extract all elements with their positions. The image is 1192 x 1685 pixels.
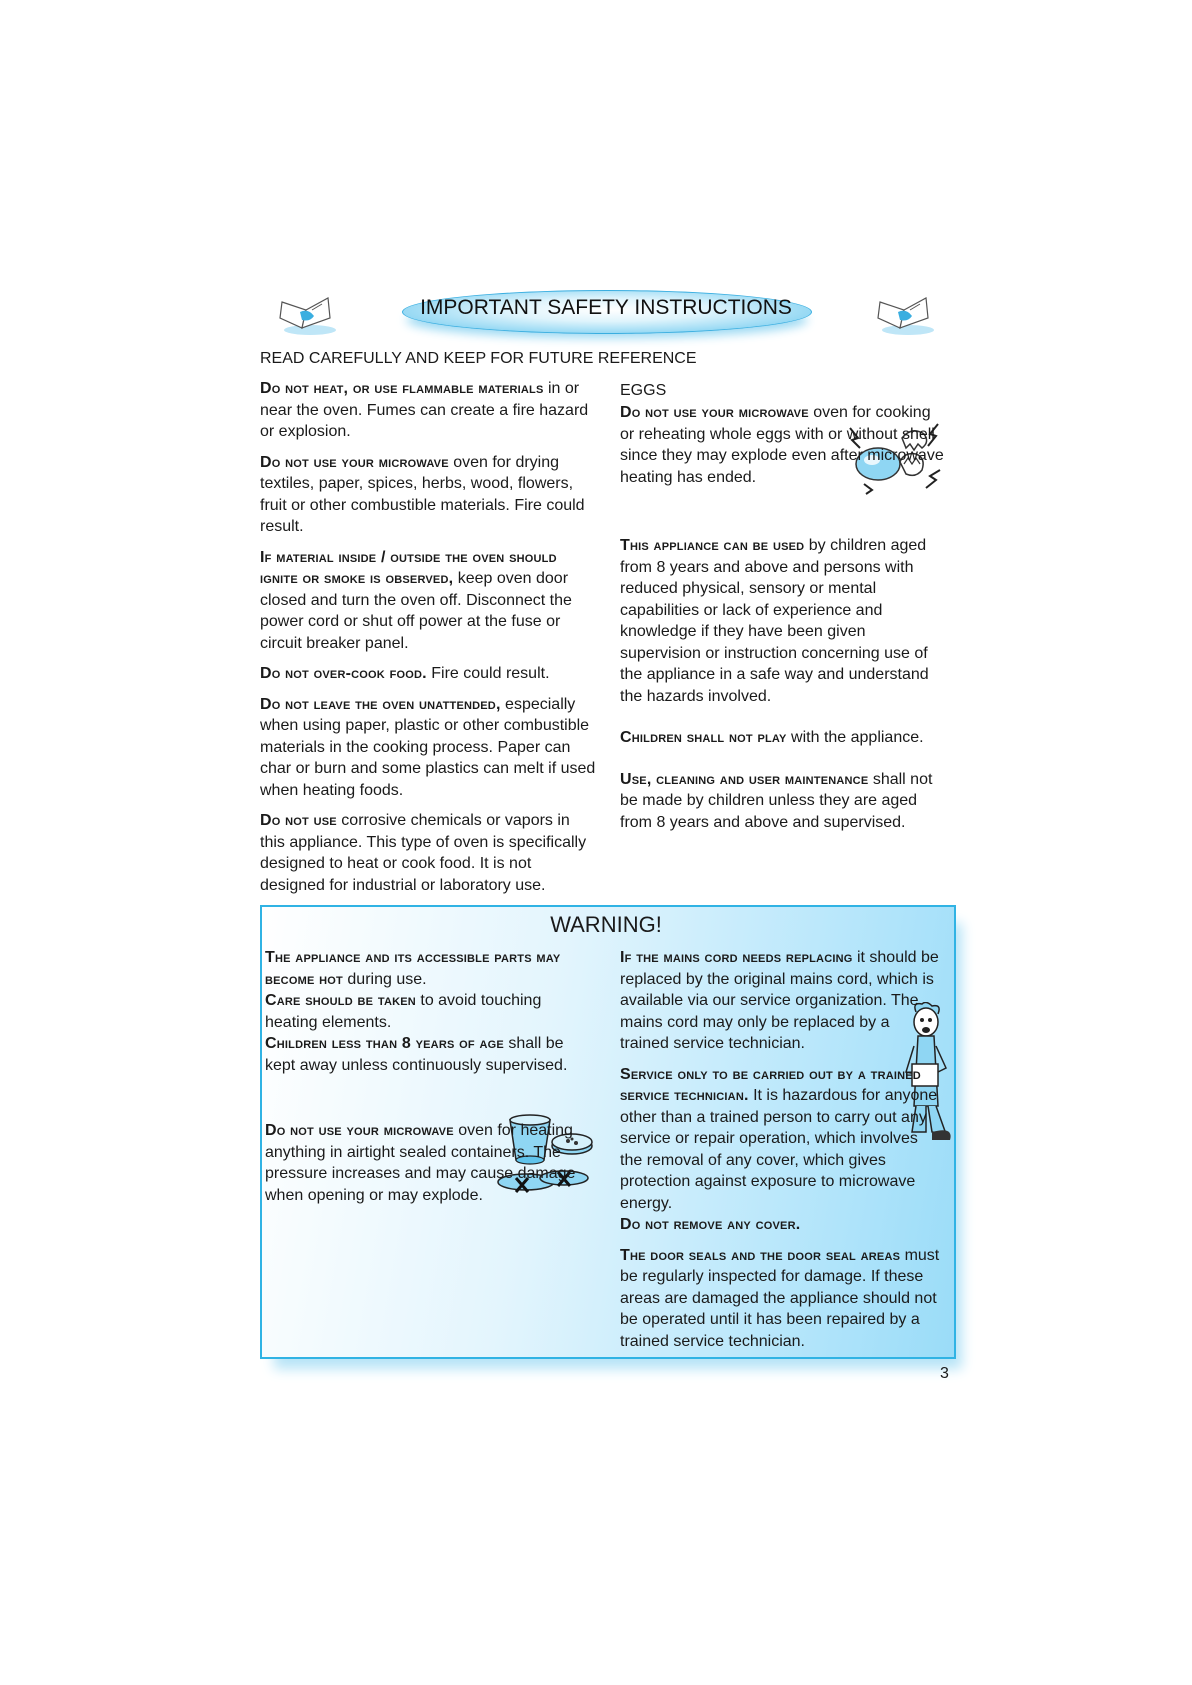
warning-right-column [620, 947, 942, 1352]
page-number: 3 [940, 1365, 949, 1382]
safety-item: If material inside / outside the oven should ignite or smoke is observed, keep oven door closed and turn the oven off. Disconnect the power cord or shut off power at the fuse or circuit breaker panel. [260, 548, 572, 652]
eggs-item: Do not use your microwave oven for cooking or reheating whole eggs with or without shell since they may explode even after microwave heating has ended. [620, 404, 944, 486]
containers-item: Do not use your microwave oven for heating anything in airtight sealed containers. The pressure increases and may cause damage when opening or may explode. [265, 1122, 576, 1204]
safety-item: Do not over-cook food. Fire could result. [260, 665, 550, 682]
safety-item: This appliance can be used by children aged from 8 years and above and persons with reduced physical, sensory or mental capabilities or lack of experience and knowledge if they have been given supervision or instruction concerning use of the appliance in a safe way and understand the hazards involved. [620, 537, 929, 705]
safety-item: Use, cleaning and user maintenance shall not be made by children unless they are aged from 8 years and above and supervised. [620, 770, 933, 831]
warning-item: Do not remove any cover. [620, 1216, 801, 1233]
warning-item: Service only to be carried out by a trained service technician. It is hazardous for anyone other than a trained person to carry out any service or repair operation, which involves the removal of any cover, which gives protection against exposure to microwave energy. [620, 1065, 938, 1212]
right-column [620, 535, 950, 833]
warning-title: WARNING! [550, 912, 662, 937]
safety-item: Children shall not play with the appliance. [620, 729, 924, 746]
book-bird-right-icon [870, 288, 942, 338]
book-bird-left-icon [272, 288, 344, 338]
left-column [260, 378, 596, 896]
subtitle: READ CAREFULLY AND KEEP FOR FUTURE REFERENCE [260, 350, 697, 367]
warning-item: If the mains cord needs replacing it should be replaced by the original mains cord, which is available via our service organization. The mains cord may only be replaced by a trained service technician. [620, 949, 939, 1052]
warning-item: The door seals and the door seal areas must be regularly inspected for damage. If these areas are damaged the appliance should not be operated until it has been repaired by a trained service technician. [620, 1246, 940, 1350]
warning-item: Children less than 8 years of age shall be kept away unless continuously supervised. [265, 1035, 568, 1074]
eggs-heading: EGGS [620, 382, 667, 399]
warning-left-column [265, 947, 595, 1076]
safety-item: Do not use your microwave oven for drying textiles, paper, spices, herbs, wood, flowers, fruit or other combustible materials. Fire could result. [260, 453, 585, 535]
safety-item: Do not use corrosive chemicals or vapors in this appliance. This type of oven is specifically designed to heat or cook food. It is not designed for industrial or laboratory use. [260, 812, 587, 894]
warning-item: The appliance and its accessible parts may become hot during use. [265, 949, 561, 988]
safety-item: Do not heat, or use flammable materials in or near the oven. Fumes can create a fire hazard or explosion. [260, 380, 589, 440]
warning-item: Care should be taken to avoid touching heating elements. [265, 992, 542, 1031]
safety-item: Do not leave the oven unattended, especially when using paper, plastic or other combustible materials in the cooking process. Paper can char or burn and some plastics can melt if used when heating foods. [260, 695, 596, 799]
page-title: IMPORTANT SAFETY INSTRUCTIONS [420, 296, 792, 319]
